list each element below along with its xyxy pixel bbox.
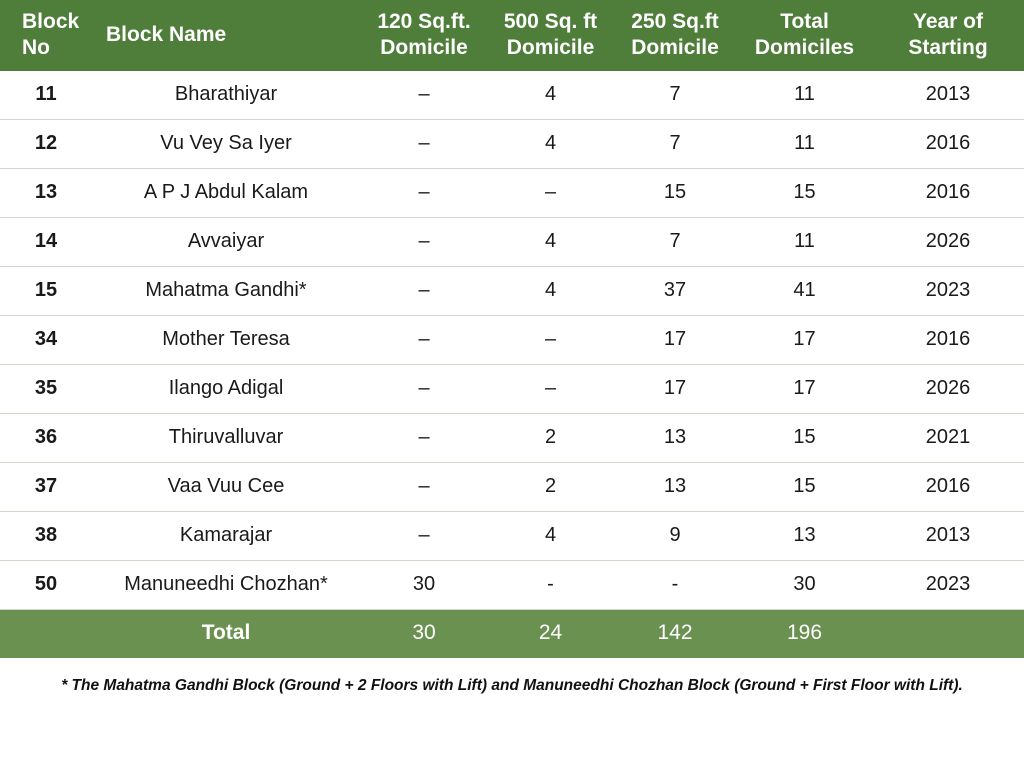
total-250-sqft: 142 [657,621,693,645]
column-header-block-no-line1: Block [22,10,80,33]
column-header-120-sqft [360,0,488,71]
column-header-year-of-starting-line2: Starting [908,35,988,59]
cell-500-sqft: 2 [544,426,557,449]
column-header-year-of-starting-line1: Year of [912,10,984,33]
table-row [0,120,1024,169]
cell-120-sqft: – [418,426,430,449]
cell-500-sqft: 4 [544,230,557,253]
cell-block-no: 35 [34,377,58,400]
total-year [872,610,1024,659]
column-header-250-sqft-line1: 250 Sq.ft [631,10,719,33]
cell-block-name: A P J Abdul Kalam [143,181,309,204]
cell-total: 15 [793,426,816,449]
cell-block-no: 12 [34,132,58,155]
cell-250-sqft: 9 [669,524,681,547]
cell-block-no: 34 [34,328,58,351]
column-header-500-sqft-line2: Domicile [506,35,595,59]
column-header-500-sqft [488,0,613,71]
cell-500-sqft: – [544,377,557,400]
cell-250-sqft: 7 [669,132,681,155]
table-header [0,0,1024,71]
cell-total: 15 [793,181,816,204]
cell-year: 2026 [925,377,971,400]
cell-block-no: 11 [35,83,57,106]
cell-year: 2016 [925,475,971,498]
cell-total: 30 [793,573,816,596]
cell-250-sqft: 17 [663,328,687,351]
cell-block-no: 38 [34,524,58,547]
column-header-120-sqft-line1: 120 Sq.ft. [377,10,471,33]
cell-120-sqft: – [418,524,430,547]
cell-120-sqft: – [418,377,430,400]
cell-250-sqft: 37 [663,279,687,302]
cell-year: 2016 [925,328,971,351]
cell-500-sqft: 4 [544,524,557,547]
column-header-total-domiciles-line2: Domiciles [754,35,855,59]
cell-block-name: Manuneedhi Chozhan* [124,573,328,596]
column-header-250-sqft-line2: Domicile [631,35,719,59]
cell-year: 2013 [925,524,971,547]
cell-total: 15 [793,475,816,498]
cell-500-sqft: 2 [544,475,557,498]
cell-120-sqft: – [418,279,430,302]
cell-total: 11 [794,132,815,155]
table-row [0,267,1024,316]
cell-block-name: Mother Teresa [162,328,290,351]
table-footer [0,610,1024,659]
cell-500-sqft: - [547,573,554,596]
cell-year: 2023 [925,279,971,302]
cell-total: 11 [794,230,815,253]
cell-year: 2021 [925,426,971,449]
cell-500-sqft: 4 [544,132,557,155]
cell-120-sqft: – [418,230,430,253]
cell-120-sqft: – [418,328,430,351]
cell-500-sqft: 4 [544,83,557,106]
header-row [0,0,1024,71]
cell-block-name: Thiruvalluvar [168,426,284,449]
footnote: * The Mahatma Gandhi Block (Ground + 2 Floors with Lift) and Manuneedhi Chozhan Block (Ground + First Floor with Lift). [61,677,963,695]
cell-120-sqft: – [418,181,430,204]
table-row [0,365,1024,414]
column-header-120-sqft-line2: Domicile [380,35,468,59]
cell-block-name: Mahatma Gandhi* [145,279,307,302]
table-row [0,414,1024,463]
cell-250-sqft: 13 [663,475,687,498]
cell-year: 2023 [925,573,971,596]
cell-block-no: 50 [34,573,58,596]
cell-500-sqft: – [544,181,557,204]
cell-total: 17 [793,377,816,400]
cell-block-name: Vu Vey Sa Iyer [160,132,292,155]
total-row-label: Total [201,621,251,645]
cell-total: 41 [793,279,816,302]
cell-block-no: 37 [34,475,58,498]
cell-block-no: 15 [34,279,58,302]
table-row [0,218,1024,267]
cell-120-sqft: 30 [412,573,436,596]
table-row [0,561,1024,610]
cell-total: 11 [794,83,815,106]
total-row-spacer [0,610,92,659]
cell-120-sqft: – [418,83,430,106]
cell-120-sqft: – [418,132,430,155]
cell-block-name: Vaa Vuu Cee [167,475,285,498]
total-domiciles: 196 [786,621,823,645]
cell-block-name: Bharathiyar [174,83,278,106]
cell-block-no: 36 [34,426,58,449]
column-header-500-sqft-line1: 500 Sq. ft [503,10,598,33]
cell-year: 2026 [925,230,971,253]
table-row [0,316,1024,365]
cell-120-sqft: – [418,475,430,498]
cell-block-no: 14 [34,230,58,253]
table-row [0,71,1024,120]
cell-total: 17 [793,328,816,351]
cell-year: 2016 [925,181,971,204]
table-row [0,512,1024,561]
cell-250-sqft: 17 [663,377,687,400]
cell-total: 13 [793,524,816,547]
total-500-sqft: 24 [538,621,563,645]
table-body [0,71,1024,610]
cell-block-name: Avvaiyar [187,230,265,253]
cell-250-sqft: 15 [663,181,687,204]
cell-year: 2016 [925,132,971,155]
cell-year: 2013 [925,83,971,106]
cell-500-sqft: 4 [544,279,557,302]
column-header-block-no [0,0,92,71]
cell-block-name: Ilango Adigal [168,377,284,400]
cell-250-sqft: 13 [663,426,687,449]
column-header-year-of-starting [872,0,1024,71]
column-header-total-domiciles-line1: Total [780,10,829,33]
cell-block-no: 13 [34,181,58,204]
table-row [0,169,1024,218]
total-120-sqft: 30 [412,621,436,645]
cell-250-sqft: 7 [669,230,681,253]
column-header-block-no-line2: No [22,35,50,59]
cell-block-name: Kamarajar [179,524,273,547]
cell-250-sqft: - [671,573,679,596]
cell-250-sqft: 7 [669,83,681,106]
table-row [0,463,1024,512]
column-header-total-domiciles [737,0,872,71]
total-row [0,610,1024,659]
cell-500-sqft: – [544,328,557,351]
column-header-block-name-line1: Block Name [106,22,227,46]
column-header-250-sqft [613,0,737,71]
column-header-block-name [92,0,360,71]
